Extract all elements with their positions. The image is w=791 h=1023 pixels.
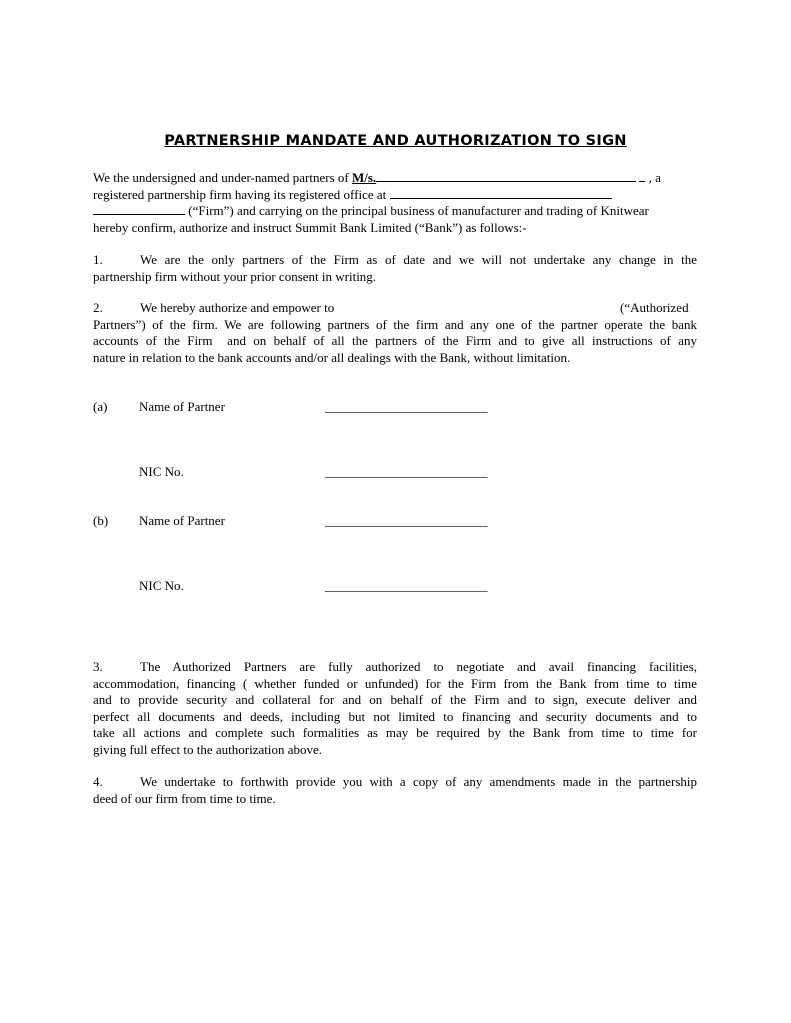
paragraph-2: [93, 300, 697, 366]
p1-line-2: partnership firm without your prior consent in writing.: [93, 268, 377, 284]
p1-text: We are the only partners of the Firm as of date and we will not undertake any change in the: [140, 252, 697, 267]
nic-label: NIC No.: [139, 578, 184, 593]
registered-office-blank[interactable]: [390, 187, 612, 199]
p2-number: 2.: [93, 300, 103, 315]
p3-line-5: take all actions and complete such formalities as may be required by the Bank from time to time for: [93, 725, 697, 741]
p1-number: 1.: [93, 252, 103, 267]
registered-office-label: registered partnership firm having its registered office at: [93, 186, 387, 202]
intro-paragraph: [93, 170, 697, 236]
firm-prefix: M/s.: [351, 170, 377, 185]
p2-text-a: We hereby authorize and empower to: [140, 300, 335, 315]
intro-line-3: [93, 203, 697, 220]
nic-blank[interactable]: _________________________: [325, 578, 488, 593]
p3-text: The Authorized Partners are fully authorized to negotiate and avail financing facilities,: [140, 659, 697, 674]
p2-line-1: [93, 300, 697, 317]
paragraph-1: [93, 252, 697, 285]
intro-line-1: [93, 170, 697, 187]
partner-name-blank[interactable]: _________________________: [325, 513, 488, 528]
paragraph-3: [93, 659, 697, 759]
intro-line-2: [93, 187, 697, 204]
p2-line-4: nature in relation to the bank accounts and/or all dealings with the Bank, without limitation.: [93, 349, 571, 365]
nic-label: NIC No.: [139, 464, 184, 479]
p2-text-b: (“Authorized: [620, 300, 689, 315]
p3-line-1: [93, 659, 697, 676]
paragraph-4: [93, 774, 697, 807]
p4-text: We undertake to forthwith provide you with a copy of any amendments made in the partnership: [140, 774, 697, 789]
p4-line-1: [93, 774, 697, 791]
intro-line-4: hereby confirm, authorize and instruct Summit Bank Limited (“Bank”) as follows:-: [93, 219, 527, 235]
registered-office-blank-cont[interactable]: [93, 203, 185, 215]
p3-line-2: accommodation, financing ( whether funded or unfunded) for the Firm from the Bank from time to time: [93, 675, 697, 691]
p3-line-6: giving full effect to the authorization above.: [93, 741, 322, 757]
p4-line-2: deed of our firm from time to time.: [93, 790, 276, 806]
intro-text: We the undersigned and under-named partners of: [93, 170, 352, 185]
page-title: PARTNERSHIP MANDATE AND AUTHORIZATION TO SIGN: [164, 133, 627, 149]
partner-name-blank[interactable]: _________________________: [325, 399, 488, 414]
partner-index: (a): [93, 399, 108, 414]
intro-business-text: (“Firm”) and carrying on the principal business of manufacturer and trading of Knitwear: [185, 203, 649, 219]
p3-line-4: perfect all documents and deeds, including but not limited to financing and security documents and to: [93, 708, 697, 724]
nic-blank[interactable]: _________________________: [325, 464, 488, 479]
partner-name-label: Name of Partner: [139, 399, 225, 414]
p3-number: 3.: [93, 659, 103, 674]
p2-line-3: accounts of the Firm and on behalf of all the partners of the Firm and to give all instructions of any: [93, 333, 697, 349]
p4-number: 4.: [93, 774, 103, 789]
firm-name-blank[interactable]: [376, 170, 636, 182]
p3-line-3: and to provide security and collateral for and on behalf of the Firm and to sign, execute deliver and: [93, 692, 697, 708]
intro-text-end: , a: [645, 170, 661, 185]
p1-line-1: [93, 252, 697, 269]
partner-index: (b): [93, 513, 109, 528]
partner-name-label: Name of Partner: [139, 513, 225, 528]
p2-line-2: Partners”) of the firm. We are following partners of the firm and any one of the partner operate the bank: [93, 316, 697, 332]
